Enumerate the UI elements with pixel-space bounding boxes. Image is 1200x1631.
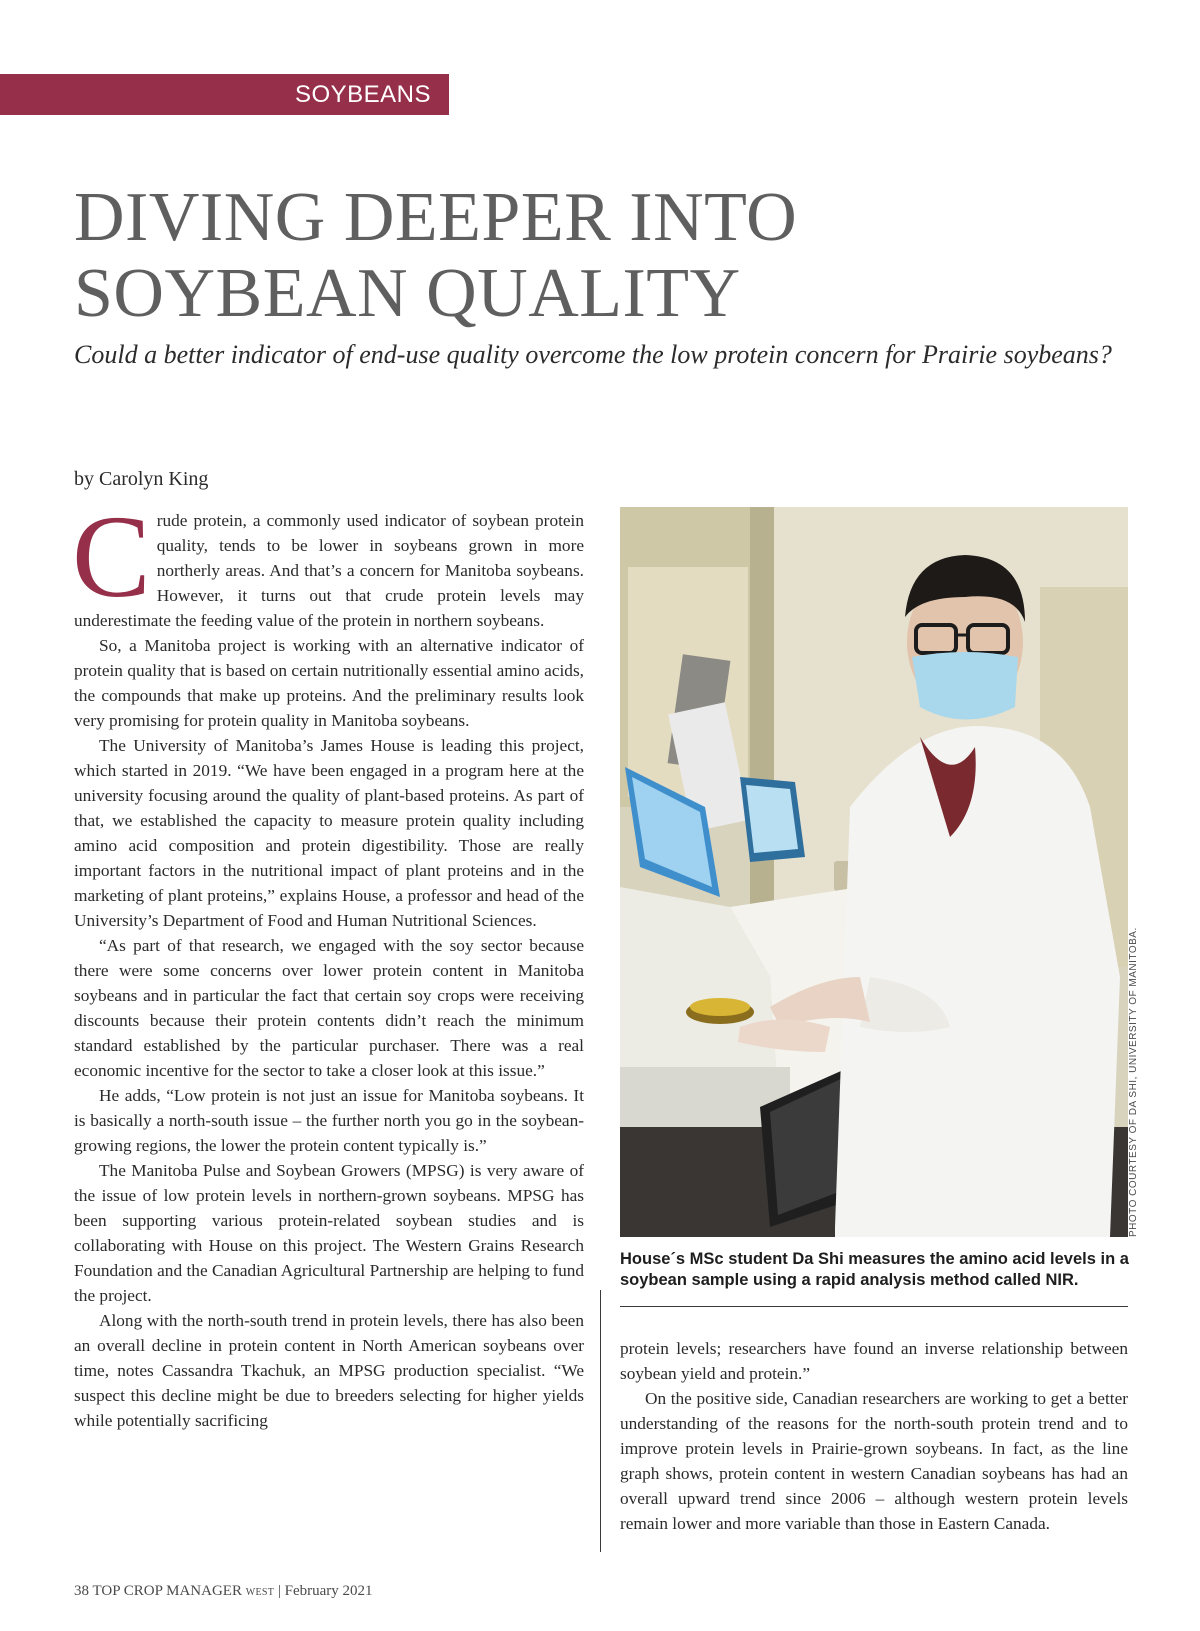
publication-name: TOP CROP MANAGER <box>92 1583 242 1599</box>
article-deck: Could a better indicator of end-use quality overcome the low protein concern for Prairie soybeans? <box>74 340 1112 369</box>
publication-edition: WEST <box>245 1587 275 1598</box>
photo-credit: PHOTO COURTESY OF DA SHI, UNIVERSITY OF MANITOBA. <box>1128 927 1139 1237</box>
page-number: 38 <box>74 1583 89 1599</box>
paragraph-3: The University of Manitoba’s James House is leading this project, which started in 2019. “We have been engaged in a program here at the university focusing around the quality of plant-based proteins. As part of that, we established the capacity to measure protein quality including amino acid composition and protein digestibility. Those are really important factors in the nutritional impact of plant proteins and in the marketing of plant proteins,” explains House, a professor and head of the University’s Department of Food and Human Nutritional Sciences. <box>74 736 584 930</box>
lab-photo-illustration <box>620 507 1128 1237</box>
issue-date: February 2021 <box>284 1583 373 1599</box>
article-photo <box>620 507 1128 1237</box>
paragraph-1 <box>72 491 584 633</box>
paragraph-1-text: rude protein, a commonly used indicator of soybean protein quality, tends to be lower in soybeans grown in more northerly areas. And that’s a concern for Manitoba soybeans. However, it turns out that crude protein levels may underestimate the feeding value of the protein in northern soybeans. <box>74 511 584 630</box>
byline: by Carolyn King <box>74 468 209 490</box>
right-paragraph-1: protein levels; researchers have found an inverse relationship between soybean yield and protein.” <box>620 1339 1128 1383</box>
paragraph-5: He adds, “Low protein is not just an issue for Manitoba soybeans. It is basically a north-south issue – the further north you go in the soybean-growing regions, the lower the protein content typically is.” <box>74 1086 584 1155</box>
column-divider <box>600 1290 601 1552</box>
photo-caption: House´s MSc student Da Shi measures the amino acid levels in a soybean sample using a rapid analysis method called NIR. <box>620 1250 1129 1289</box>
article-headline <box>74 180 1074 332</box>
right-paragraph-2: On the positive side, Canadian researchers are working to get a better understanding of the reasons for the north-south protein trend and to improve protein levels in Prairie-grown soybeans. In fact, as the line graph shows, protein content in western Canadian soybeans has had an overall upward trend since 2006 – although western protein levels remain lower and more variable than those in Eastern Canada. <box>620 1389 1128 1533</box>
right-column <box>620 1336 1128 1536</box>
footer-separator: | <box>277 1583 281 1599</box>
paragraph-4: “As part of that research, we engaged with the soy sector because there were some concerns over lower protein content in Manitoba soybeans and in particular the fact that certain soy crops were receiving discounts because their protein contents didn’t reach the minimum standard established by the particular purchaser. There was a real economic incentive for the sector to take a closer look at this issue.” <box>74 936 584 1080</box>
headline-line-2: SOYBEAN QUALITY <box>74 255 741 332</box>
caption-divider <box>620 1306 1128 1307</box>
paragraph-2: So, a Manitoba project is working with an alternative indicator of protein quality that is based on certain nutritionally essential amino acids, the compounds that make up proteins. And the preliminary results look very promising for protein quality in Manitoba soybeans. <box>74 636 584 730</box>
paragraph-6: The Manitoba Pulse and Soybean Growers (MPSG) is very aware of the issue of low protein levels in northern-grown soybeans. MPSG has been supporting various protein-related soybean studies and is collaborating with House on this project. The Western Grains Research Foundation and the Canadian Agricultural Partnership are helping to fund the project. <box>74 1161 584 1305</box>
section-label: SOYBEANS <box>294 80 431 108</box>
headline-line-1: DIVING DEEPER INTO <box>74 179 798 256</box>
dropcap: C <box>72 491 151 622</box>
page-footer <box>74 1583 373 1600</box>
paragraph-7: Along with the north-south trend in protein levels, there has also been an overall decline in protein content in North American soybeans over time, notes Cassandra Tkachuk, an MPSG production specialist. “We suspect this decline might be due to breeders selecting for higher yields while potentially sacrificing <box>74 1311 584 1430</box>
left-column <box>72 491 584 1433</box>
section-banner <box>0 74 449 115</box>
